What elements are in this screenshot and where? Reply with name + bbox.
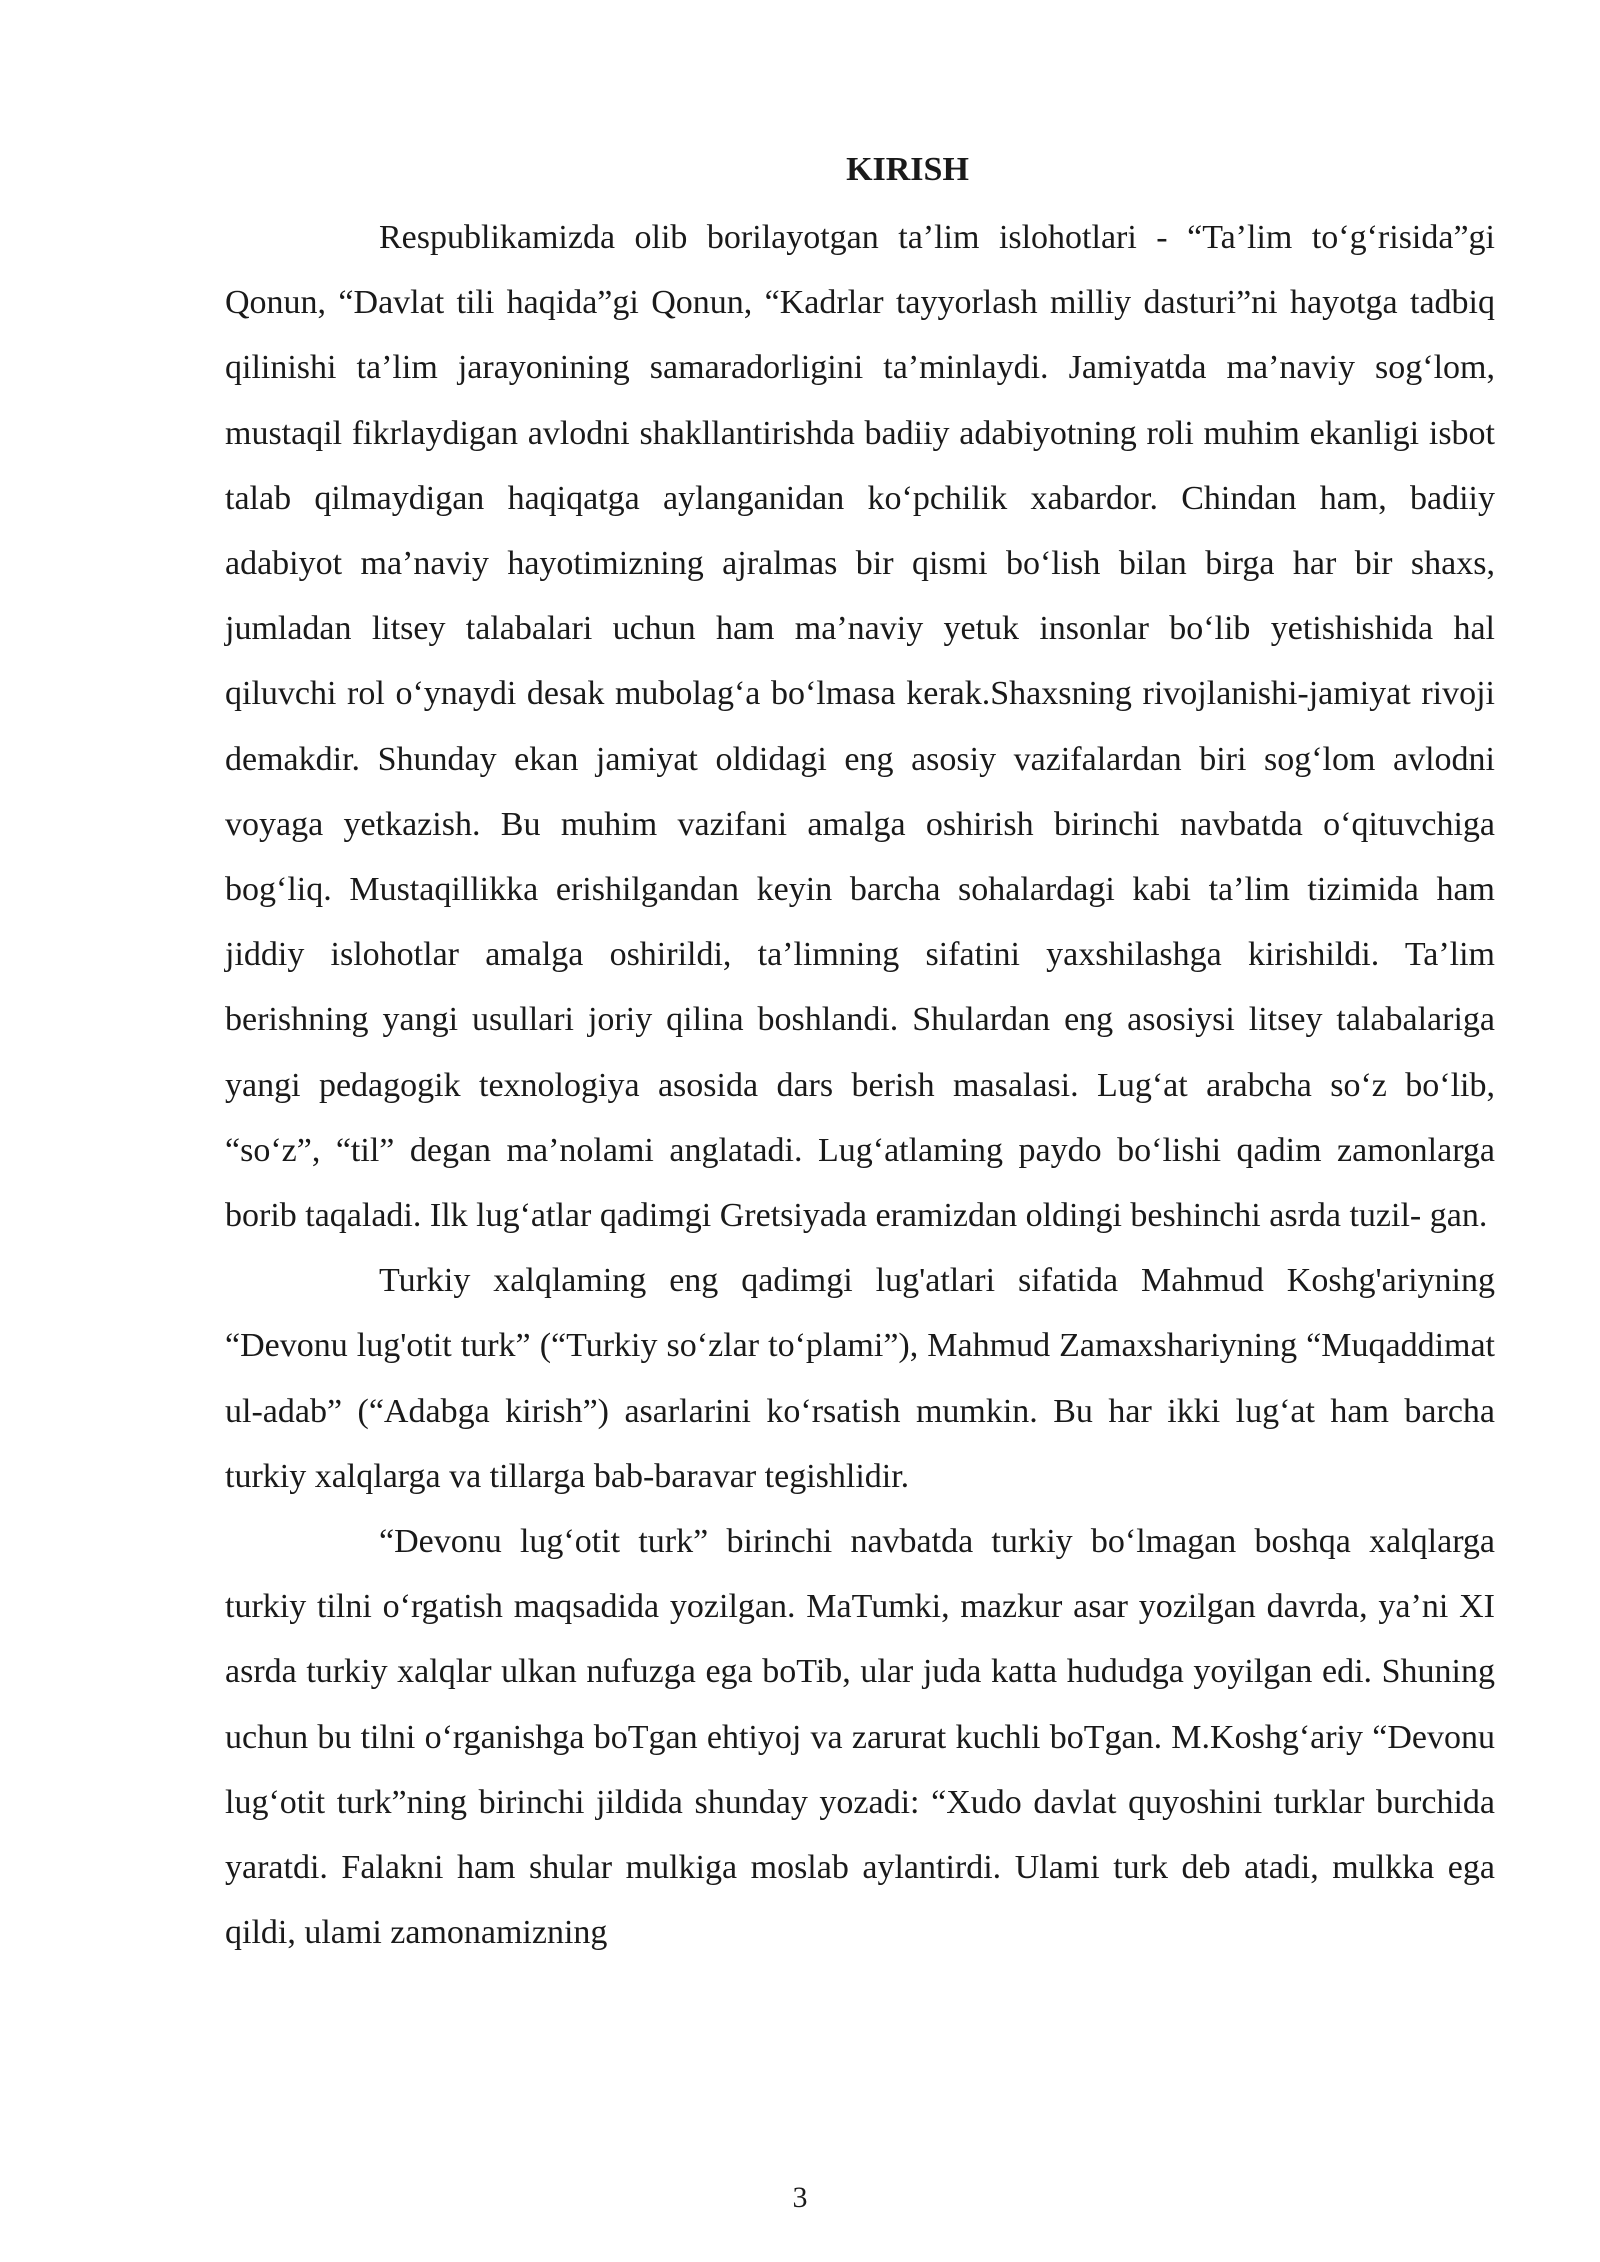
page-heading: KIRISH: [846, 151, 969, 188]
paragraph-1: Respublikamizda olib borilayotgan ta’lim islohotlari - “Ta’lim to‘g‘risida”gi Qonun, “Davlat tili haqida”gi Qonun, “Kadrlar tayyorlash milliy dasturi”ni hayotga tadbiq qilinishi ta’lim jarayonining samaradorligini ta’minlaydi. Jamiyatda ma’naviy sog‘lom, mustaqil fikrlaydigan avlodni shakllantirishda badiiy adabiyotning roli muhim ekanligi isbot talab qilmaydigan haqiqatga aylanganidan ko‘pchilik xabardor. Chindan ham, badiiy adabiyot ma’naviy hayotimizning ajralmas bir qismi bo‘lish bilan birga har bir shaxs, jumladan litsey talabalari uchun ham ma’naviy yetuk insonlar bo‘lib yetishishida hal qiluvchi rol o‘ynaydi desak mubolag‘a bo‘lmasa kerak.Shaxsning rivojlanishi-jamiyat rivoji demakdir. Shunday ekan jamiyat oldidagi eng asosiy vazifalardan biri sog‘lom avlodni voyaga yetkazish. Bu muhim vazifani amalga oshirish birinchi navbatda o‘qituvchiga bog‘liq. Mustaqillikka erishilgandan keyin barcha sohalardagi kabi ta’lim tizimida ham jiddiy islohotlar amalga oshirildi, ta’limning sifatini yaxshilashga kirishildi. Ta’lim berishning yangi usullari joriy qilina boshlandi. Shulardan eng asosiysi litsey talabalariga yangi pedagogik texnologiya asosida dars berish masalasi. Lug‘at arabcha so‘z bo‘lib, “so‘z”, “til” degan ma’nolami anglatadi. Lug‘atlaming paydo bo‘lishi qadim zamonlarga borib taqaladi. Ilk lug‘atlar qadimgi Gretsiyada eramizdan oldingi beshinchi asrda tuzil- gan.: [225, 219, 1495, 1235]
paragraph-3: “Devonu lug‘otit turk” birinchi navbatda turkiy bo‘lmagan boshqa xalqlarga turkiy tilni o‘rgatish maqsadida yozilgan. MaTumki, mazkur asar yozilgan davrda, ya’ni XI asrda turkiy xalqlar ulkan nufuzga ega boTib, ular juda katta hududga yoyilgan edi. Shuning uchun bu tilni o‘rganishga boTgan ehtiyoj va zarurat kuchli boTgan. M.Koshg‘ariy “Devonu lug‘otit turk”ning birinchi jildida shunday yozadi: “Xudo davlat quyoshini turklar burchida yaratdi. Falakni ham shular mulkiga moslab aylantirdi. Ulami turk deb atadi, mulkka ega qildi, ulami zamonamizning: [225, 1523, 1495, 1952]
page-number: 3: [792, 2181, 808, 2214]
body-text: [225, 205, 1495, 1965]
paragraph-2: Turkiy xalqlaming eng qadimgi lug'atlari sifatida Mahmud Koshg'ariyning “Devonu lug'otit turk” (“Turkiy so‘zlar to‘plami”), Mahmud Zamaxshariyning “Muqaddimat ul-adab” (“Adabga kirish”) asarlarini ko‘rsatish mumkin. Bu har ikki lug‘at ham barcha turkiy xalqlarga va tillarga bab-baravar tegishlidir.: [225, 1262, 1495, 1495]
